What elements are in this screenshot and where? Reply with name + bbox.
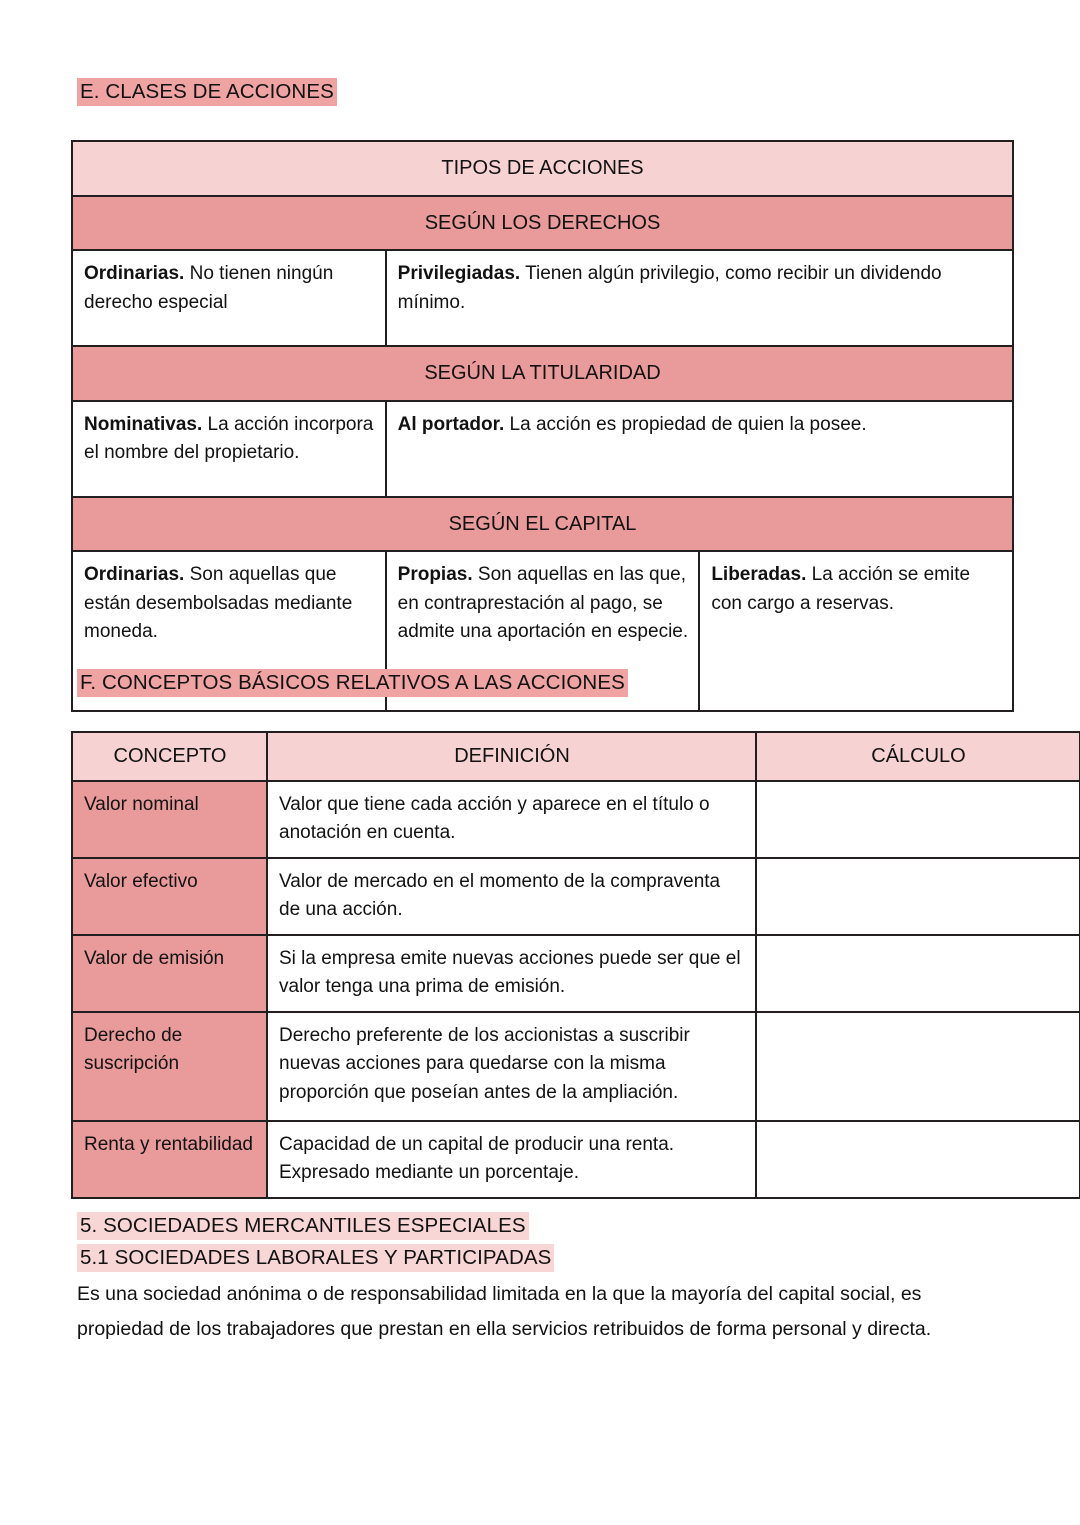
cell-definicion: Valor de mercado en el momento de la compraventa de una acción. bbox=[267, 858, 756, 935]
cell-liberadas bbox=[699, 551, 1013, 711]
table-row bbox=[72, 196, 1013, 251]
heading-section-5-1 bbox=[77, 1244, 554, 1271]
cell-concepto: Renta y rentabilidad bbox=[72, 1121, 267, 1198]
term-label: Propias. bbox=[397, 564, 473, 585]
column-header-concepto: CONCEPTO bbox=[72, 732, 267, 781]
heading-section-f-text: F. CONCEPTOS BÁSICOS RELATIVOS A LAS ACCIONES bbox=[77, 669, 628, 697]
cell-calculo bbox=[756, 935, 1080, 1012]
term-text: Tienen algún privilegio, como recibir un dividendo mínimo. bbox=[397, 263, 942, 313]
table-row bbox=[72, 858, 1080, 935]
band-segun-el-capital: SEGÚN EL CAPITAL bbox=[72, 497, 1013, 552]
heading-section-f bbox=[77, 669, 628, 696]
term-label: Ordinarias. bbox=[84, 263, 185, 284]
table-row bbox=[72, 250, 1013, 346]
heading-section-e-text: E. CLASES DE ACCIONES bbox=[77, 78, 337, 106]
heading-section-5 bbox=[77, 1212, 529, 1239]
cell-definicion: Valor que tiene cada acción y aparece en el título o anotación en cuenta. bbox=[267, 781, 756, 858]
term-label: Privilegiadas. bbox=[397, 263, 521, 284]
table-conceptos-basicos bbox=[71, 731, 1080, 1199]
cell-calculo bbox=[756, 858, 1080, 935]
heading-section-e bbox=[77, 78, 337, 105]
table-row bbox=[72, 401, 1013, 497]
cell-concepto: Valor efectivo bbox=[72, 858, 267, 935]
table-row bbox=[72, 935, 1080, 1012]
term-label: Al portador. bbox=[397, 413, 505, 435]
term-text: La acción es propiedad de quien la posee. bbox=[504, 413, 867, 435]
table-row bbox=[72, 497, 1013, 552]
band-segun-la-titularidad: SEGÚN LA TITULARIDAD bbox=[72, 346, 1013, 401]
cell-definicion: Si la empresa emite nuevas acciones puede ser que el valor tenga una prima de emisión. bbox=[267, 935, 756, 1012]
column-header-calculo: CÁLCULO bbox=[756, 732, 1080, 781]
cell-definicion: Derecho preferente de los accionistas a suscribir nuevas acciones para quedarse con la misma proporción que poseían antes de la ampliación. bbox=[267, 1012, 756, 1121]
table-row bbox=[72, 1121, 1080, 1198]
cell-al-portador bbox=[386, 401, 1013, 497]
cell-nominativas bbox=[72, 401, 386, 497]
column-header-definicion: DEFINICIÓN bbox=[267, 732, 756, 781]
term-text: Son aquellas en las que, en contraprestación al pago, se admite una aportación en especie. bbox=[397, 564, 689, 642]
cell-calculo bbox=[756, 781, 1080, 858]
table-row bbox=[72, 141, 1013, 196]
cell-definicion: Capacidad de un capital de producir una renta. Expresado mediante un porcentaje. bbox=[267, 1121, 756, 1198]
table-tipos-de-acciones bbox=[71, 140, 1014, 712]
table-row bbox=[72, 1012, 1080, 1121]
term-label: Nominativas. bbox=[84, 413, 203, 435]
body-paragraph: Es una sociedad anónima o de responsabilidad limitada en la que la mayoría del capital social, es propiedad de los trabajadores que prestan en ella servicios retribuidos de forma personal y directa. bbox=[77, 1283, 932, 1340]
heading-section-5-1-text: 5.1 SOCIEDADES LABORALES Y PARTICIPADAS bbox=[77, 1244, 554, 1272]
cell-ordinarias-derechos bbox=[72, 250, 386, 346]
cell-calculo bbox=[756, 1012, 1080, 1121]
term-text: La acción incorpora el nombre del propietario. bbox=[84, 413, 374, 463]
term-label: Ordinarias. bbox=[84, 564, 185, 585]
cell-concepto: Derecho de suscripción bbox=[72, 1012, 267, 1121]
term-text: La acción se emite con cargo a reservas. bbox=[711, 564, 971, 614]
heading-section-5-text: 5. SOCIEDADES MERCANTILES ESPECIALES bbox=[77, 1212, 529, 1240]
table-row bbox=[72, 346, 1013, 401]
cell-concepto: Valor nominal bbox=[72, 781, 267, 858]
cell-concepto: Valor de emisión bbox=[72, 935, 267, 1012]
table-header-row bbox=[72, 732, 1080, 781]
cell-privilegiadas bbox=[386, 250, 1013, 346]
term-text: No tienen ningún derecho especial bbox=[84, 263, 334, 313]
table-row bbox=[72, 781, 1080, 858]
band-segun-los-derechos: SEGÚN LOS DERECHOS bbox=[72, 196, 1013, 251]
term-text: Son aquellas que están desembolsadas mediante moneda. bbox=[84, 564, 353, 642]
term-label: Liberadas. bbox=[711, 564, 807, 585]
cell-calculo bbox=[756, 1121, 1080, 1198]
table-tipos-title: TIPOS DE ACCIONES bbox=[72, 141, 1013, 196]
